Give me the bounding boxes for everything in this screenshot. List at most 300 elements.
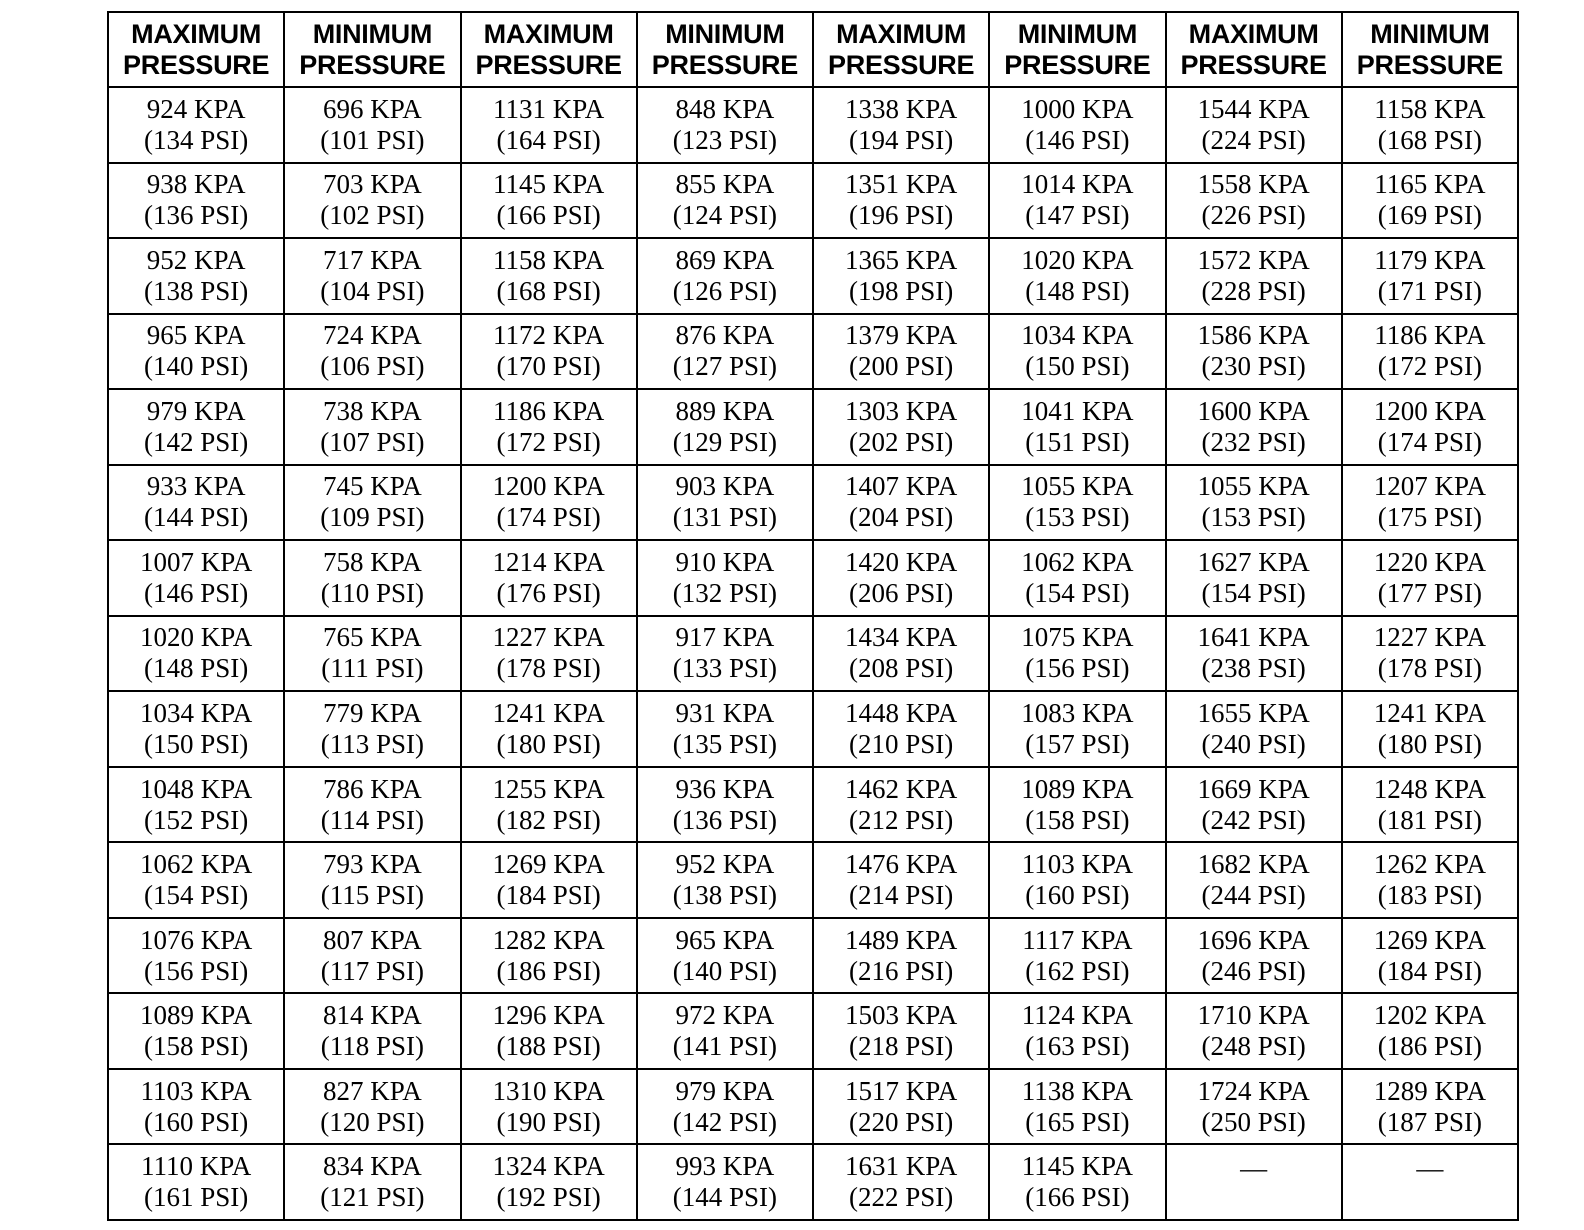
kpa-value: 1489 KPA xyxy=(844,924,958,955)
header-row xyxy=(108,12,1518,87)
psi-value: (164 PSI) xyxy=(496,124,601,155)
column-header-line: MAXIMUM xyxy=(1188,18,1319,49)
kpa-value: 1641 KPA xyxy=(1197,622,1310,653)
kpa-value: 1103 KPA xyxy=(1021,849,1134,880)
table-cell xyxy=(637,163,813,239)
kpa-value: 1007 KPA xyxy=(139,546,253,577)
table-cell xyxy=(108,540,284,616)
psi-value: (156 PSI) xyxy=(143,955,249,986)
psi-value: (148 PSI) xyxy=(143,653,249,684)
kpa-value: 1365 KPA xyxy=(844,244,958,275)
psi-value: (206 PSI) xyxy=(848,577,954,608)
table-row xyxy=(108,163,1518,239)
psi-value: (172 PSI) xyxy=(496,426,601,457)
table-row xyxy=(108,389,1518,465)
table-cell xyxy=(989,691,1165,767)
kpa-value: 1282 KPA xyxy=(492,924,605,955)
column-header-line: MINIMUM xyxy=(1017,18,1138,49)
kpa-value: 1117 KPA xyxy=(1022,924,1133,955)
kpa-value: 1202 KPA xyxy=(1373,1000,1487,1031)
psi-value: (170 PSI) xyxy=(496,351,601,382)
psi-value: (187 PSI) xyxy=(1377,1106,1482,1137)
kpa-value: 1248 KPA xyxy=(1373,773,1487,804)
psi-value: (204 PSI) xyxy=(848,502,954,533)
kpa-value: 1655 KPA xyxy=(1197,698,1310,729)
psi-value: (138 PSI) xyxy=(672,880,777,911)
table-cell xyxy=(461,993,637,1069)
table-cell xyxy=(1166,842,1342,918)
kpa-value: 1227 KPA xyxy=(492,622,605,653)
kpa-value: 1544 KPA xyxy=(1197,93,1310,124)
kpa-value: 1262 KPA xyxy=(1373,849,1487,880)
psi-value: (141 PSI) xyxy=(672,1031,777,1062)
psi-value: (240 PSI) xyxy=(1201,729,1306,760)
table-cell xyxy=(1166,238,1342,314)
table-cell xyxy=(989,767,1165,843)
table-body xyxy=(108,87,1518,1220)
kpa-value: 889 KPA xyxy=(675,395,775,426)
table-cell xyxy=(461,238,637,314)
table-cell xyxy=(108,1069,284,1145)
table-cell xyxy=(1166,314,1342,390)
table-cell xyxy=(813,691,989,767)
table-cell xyxy=(461,1144,637,1220)
table-cell xyxy=(989,465,1165,541)
table-cell xyxy=(108,993,284,1069)
psi-value: (180 PSI) xyxy=(496,729,601,760)
kpa-value: 1000 KPA xyxy=(1021,93,1134,124)
column-header-line: PRESSURE xyxy=(299,49,446,80)
table-cell xyxy=(989,918,1165,994)
table-cell xyxy=(461,1069,637,1145)
table-cell xyxy=(108,389,284,465)
psi-value: (175 PSI) xyxy=(1377,502,1482,533)
psi-value: (144 PSI) xyxy=(672,1182,777,1213)
kpa-value: 1476 KPA xyxy=(844,849,958,880)
column-header xyxy=(284,12,460,87)
table-cell xyxy=(1166,87,1342,163)
kpa-value: 965 KPA xyxy=(146,320,246,351)
table-cell xyxy=(813,767,989,843)
kpa-value: 1041 KPA xyxy=(1021,395,1134,426)
psi-value: (172 PSI) xyxy=(1377,351,1482,382)
table-cell xyxy=(461,314,637,390)
kpa-value: 786 KPA xyxy=(322,773,422,804)
psi-value: (162 PSI) xyxy=(1025,955,1130,986)
table-cell xyxy=(461,540,637,616)
table-cell xyxy=(1342,87,1518,163)
table-cell xyxy=(1342,993,1518,1069)
kpa-value: 1075 KPA xyxy=(1021,622,1134,653)
kpa-value: 1055 KPA xyxy=(1197,471,1310,502)
kpa-value: 1600 KPA xyxy=(1197,395,1310,426)
kpa-value: 793 KPA xyxy=(322,849,422,880)
kpa-value: 1055 KPA xyxy=(1021,471,1134,502)
column-header-line: MINIMUM xyxy=(665,18,785,49)
kpa-value: 738 KPA xyxy=(322,395,422,426)
kpa-value: 1558 KPA xyxy=(1197,169,1310,200)
psi-value: (232 PSI) xyxy=(1201,426,1306,457)
psi-value: (200 PSI) xyxy=(848,351,954,382)
psi-value: (171 PSI) xyxy=(1377,275,1482,306)
table-cell xyxy=(637,993,813,1069)
empty-cell-dash: — xyxy=(1240,1153,1268,1184)
psi-value: (214 PSI) xyxy=(848,880,954,911)
kpa-value: 1289 KPA xyxy=(1373,1075,1487,1106)
table-cell xyxy=(1342,540,1518,616)
table-cell xyxy=(108,314,284,390)
table-cell xyxy=(461,87,637,163)
table-cell xyxy=(989,842,1165,918)
table-cell xyxy=(989,616,1165,692)
psi-value: (151 PSI) xyxy=(1025,426,1130,457)
psi-value: (142 PSI) xyxy=(672,1106,777,1137)
psi-value: (190 PSI) xyxy=(496,1106,601,1137)
table-cell xyxy=(813,1069,989,1145)
kpa-value: 717 KPA xyxy=(322,244,422,275)
kpa-value: 1669 KPA xyxy=(1197,773,1310,804)
psi-value: (177 PSI) xyxy=(1377,577,1482,608)
column-header-line: MAXIMUM xyxy=(836,18,967,49)
table-cell xyxy=(461,918,637,994)
psi-value: (117 PSI) xyxy=(320,955,424,986)
psi-value: (134 PSI) xyxy=(143,124,249,155)
table-cell xyxy=(989,314,1165,390)
table-cell xyxy=(813,389,989,465)
psi-value: (196 PSI) xyxy=(848,200,954,231)
kpa-value: 1200 KPA xyxy=(492,471,605,502)
kpa-value: 1186 KPA xyxy=(1374,320,1486,351)
psi-value: (152 PSI) xyxy=(143,804,249,835)
column-header xyxy=(1166,12,1342,87)
kpa-value: 1407 KPA xyxy=(844,471,958,502)
kpa-value: 1303 KPA xyxy=(844,395,958,426)
table-cell xyxy=(1342,1144,1518,1220)
psi-value: (242 PSI) xyxy=(1201,804,1306,835)
kpa-value: 965 KPA xyxy=(675,924,775,955)
kpa-value: 1420 KPA xyxy=(844,546,958,577)
table-cell xyxy=(1166,465,1342,541)
psi-value: (154 PSI) xyxy=(1201,577,1306,608)
kpa-value: 1586 KPA xyxy=(1197,320,1310,351)
psi-value: (184 PSI) xyxy=(496,880,601,911)
psi-value: (166 PSI) xyxy=(1025,1182,1130,1213)
psi-value: (147 PSI) xyxy=(1025,200,1130,231)
table-cell xyxy=(1342,918,1518,994)
table-cell xyxy=(461,842,637,918)
table-cell xyxy=(284,918,460,994)
psi-value: (146 PSI) xyxy=(143,577,249,608)
kpa-value: 1020 KPA xyxy=(1021,244,1134,275)
table-cell xyxy=(461,163,637,239)
psi-value: (228 PSI) xyxy=(1201,275,1306,306)
psi-value: (135 PSI) xyxy=(672,729,777,760)
psi-value: (202 PSI) xyxy=(848,426,954,457)
column-header-line: PRESSURE xyxy=(475,49,622,80)
psi-value: (246 PSI) xyxy=(1201,955,1306,986)
table-cell xyxy=(284,389,460,465)
psi-value: (136 PSI) xyxy=(672,804,777,835)
kpa-value: 1627 KPA xyxy=(1197,546,1310,577)
kpa-value: 1207 KPA xyxy=(1373,471,1487,502)
table-cell xyxy=(1342,163,1518,239)
table-cell xyxy=(813,918,989,994)
psi-value: (127 PSI) xyxy=(672,351,777,382)
column-header-line: PRESSURE xyxy=(1356,49,1503,80)
psi-value: (140 PSI) xyxy=(143,351,249,382)
column-header-line: MINIMUM xyxy=(312,18,433,49)
table-cell xyxy=(637,238,813,314)
table-row xyxy=(108,1144,1518,1220)
table-cell xyxy=(284,465,460,541)
kpa-value: 1255 KPA xyxy=(492,773,605,804)
kpa-value: 696 KPA xyxy=(322,93,422,124)
kpa-value: 903 KPA xyxy=(675,471,775,502)
kpa-value: 1089 KPA xyxy=(139,1000,253,1031)
psi-value: (142 PSI) xyxy=(143,426,249,457)
psi-value: (124 PSI) xyxy=(672,200,777,231)
table-cell xyxy=(1342,767,1518,843)
table-cell xyxy=(989,1069,1165,1145)
kpa-value: 814 KPA xyxy=(322,1000,422,1031)
table-cell xyxy=(1342,691,1518,767)
table-cell xyxy=(637,691,813,767)
kpa-value: 1241 KPA xyxy=(492,698,605,729)
psi-value: (114 PSI) xyxy=(320,804,424,835)
psi-value: (244 PSI) xyxy=(1201,880,1306,911)
psi-value: (146 PSI) xyxy=(1025,124,1130,155)
kpa-value: 1338 KPA xyxy=(844,93,958,124)
kpa-value: 1682 KPA xyxy=(1197,849,1310,880)
kpa-value: 1227 KPA xyxy=(1373,622,1487,653)
psi-value: (198 PSI) xyxy=(848,275,954,306)
table-cell xyxy=(1166,540,1342,616)
psi-value: (192 PSI) xyxy=(496,1182,601,1213)
table-cell xyxy=(284,1144,460,1220)
table-row xyxy=(108,767,1518,843)
table-row xyxy=(108,238,1518,314)
table-cell xyxy=(637,314,813,390)
kpa-value: 1186 KPA xyxy=(492,395,605,426)
table-cell xyxy=(284,163,460,239)
table-row xyxy=(108,842,1518,918)
column-header-line: PRESSURE xyxy=(123,49,270,80)
table-cell xyxy=(813,1144,989,1220)
table-cell xyxy=(108,767,284,843)
table-row xyxy=(108,465,1518,541)
column-header-line: PRESSURE xyxy=(1180,49,1327,80)
kpa-value: 765 KPA xyxy=(322,622,422,653)
kpa-value: 807 KPA xyxy=(322,924,422,955)
table-cell xyxy=(284,767,460,843)
table-row xyxy=(108,691,1518,767)
psi-value: (133 PSI) xyxy=(672,653,777,684)
psi-value: (183 PSI) xyxy=(1377,880,1482,911)
psi-value: (131 PSI) xyxy=(672,502,777,533)
psi-value: (208 PSI) xyxy=(848,653,954,684)
table-row xyxy=(108,616,1518,692)
psi-value: (126 PSI) xyxy=(672,275,777,306)
table-cell xyxy=(108,691,284,767)
kpa-value: 1214 KPA xyxy=(492,546,605,577)
table-cell xyxy=(1166,389,1342,465)
table-row xyxy=(108,314,1518,390)
table-cell xyxy=(813,163,989,239)
psi-value: (238 PSI) xyxy=(1201,653,1306,684)
psi-value: (248 PSI) xyxy=(1201,1031,1306,1062)
psi-value: (226 PSI) xyxy=(1201,200,1306,231)
table-cell xyxy=(108,1144,284,1220)
psi-value: (150 PSI) xyxy=(1025,351,1130,382)
psi-value: (182 PSI) xyxy=(496,804,601,835)
table-cell xyxy=(284,993,460,1069)
kpa-value: 924 KPA xyxy=(146,93,246,124)
table-cell xyxy=(637,1069,813,1145)
table-row xyxy=(108,993,1518,1069)
kpa-value: 952 KPA xyxy=(146,244,246,275)
kpa-value: 827 KPA xyxy=(322,1075,422,1106)
kpa-value: 1269 KPA xyxy=(492,849,605,880)
kpa-value: 1145 KPA xyxy=(492,169,605,200)
kpa-value: 1034 KPA xyxy=(1021,320,1134,351)
table-cell xyxy=(813,842,989,918)
kpa-value: 1351 KPA xyxy=(844,169,958,200)
table-cell xyxy=(813,238,989,314)
psi-value: (106 PSI) xyxy=(320,351,425,382)
kpa-value: 1462 KPA xyxy=(844,773,958,804)
column-header xyxy=(461,12,637,87)
table-cell xyxy=(989,389,1165,465)
table-cell xyxy=(1342,616,1518,692)
psi-value: (220 PSI) xyxy=(848,1106,954,1137)
kpa-value: 1631 KPA xyxy=(844,1151,958,1182)
psi-value: (169 PSI) xyxy=(1377,200,1482,231)
psi-value: (113 PSI) xyxy=(320,729,424,760)
column-header-line: MINIMUM xyxy=(1370,18,1490,49)
table-cell xyxy=(813,314,989,390)
kpa-value: 1241 KPA xyxy=(1373,698,1487,729)
psi-value: (230 PSI) xyxy=(1201,351,1306,382)
table-cell xyxy=(108,163,284,239)
table-cell xyxy=(813,87,989,163)
table-cell xyxy=(637,918,813,994)
psi-value: (111 PSI) xyxy=(321,653,424,684)
psi-value: (210 PSI) xyxy=(848,729,954,760)
column-header-line: PRESSURE xyxy=(1004,49,1151,80)
psi-value: (156 PSI) xyxy=(1025,653,1130,684)
kpa-value: 1517 KPA xyxy=(844,1075,958,1106)
kpa-value: 848 KPA xyxy=(675,93,775,124)
psi-value: (115 PSI) xyxy=(320,880,424,911)
kpa-value: 1131 KPA xyxy=(492,93,605,124)
table-cell xyxy=(637,540,813,616)
psi-value: (107 PSI) xyxy=(320,426,425,457)
table-cell xyxy=(108,87,284,163)
table-cell xyxy=(989,1144,1165,1220)
table-cell xyxy=(637,389,813,465)
psi-value: (123 PSI) xyxy=(672,124,777,155)
table-cell xyxy=(637,616,813,692)
table-cell xyxy=(637,842,813,918)
psi-value: (163 PSI) xyxy=(1025,1031,1130,1062)
table-cell xyxy=(284,314,460,390)
kpa-value: 1434 KPA xyxy=(844,622,958,653)
psi-value: (154 PSI) xyxy=(143,880,249,911)
psi-value: (101 PSI) xyxy=(320,124,425,155)
psi-value: (181 PSI) xyxy=(1377,804,1482,835)
empty-cell-dash: — xyxy=(1416,1153,1444,1184)
kpa-value: 1076 KPA xyxy=(139,924,253,955)
table-cell xyxy=(813,540,989,616)
table-cell xyxy=(637,1144,813,1220)
kpa-value: 1165 KPA xyxy=(1374,169,1486,200)
psi-value: (158 PSI) xyxy=(1025,804,1130,835)
psi-value: (180 PSI) xyxy=(1377,729,1482,760)
psi-value: (120 PSI) xyxy=(320,1106,425,1137)
column-header-line: PRESSURE xyxy=(828,49,975,80)
kpa-value: 1724 KPA xyxy=(1197,1075,1310,1106)
psi-value: (168 PSI) xyxy=(496,275,601,306)
kpa-value: 758 KPA xyxy=(322,546,422,577)
column-header xyxy=(1342,12,1518,87)
kpa-value: 876 KPA xyxy=(675,320,775,351)
kpa-value: 1179 KPA xyxy=(1374,244,1486,275)
table-cell xyxy=(989,87,1165,163)
psi-value: (138 PSI) xyxy=(143,275,249,306)
kpa-value: 952 KPA xyxy=(675,849,775,880)
table-cell xyxy=(989,993,1165,1069)
table-cell xyxy=(108,465,284,541)
kpa-value: 1158 KPA xyxy=(1374,93,1486,124)
column-header xyxy=(813,12,989,87)
kpa-value: 993 KPA xyxy=(675,1151,775,1182)
psi-value: (109 PSI) xyxy=(320,502,425,533)
psi-value: (212 PSI) xyxy=(848,804,954,835)
psi-value: (250 PSI) xyxy=(1201,1106,1306,1137)
table-cell xyxy=(1166,616,1342,692)
kpa-value: 1710 KPA xyxy=(1197,1000,1310,1031)
kpa-value: 834 KPA xyxy=(322,1151,422,1182)
kpa-value: 779 KPA xyxy=(322,698,422,729)
kpa-value: 1048 KPA xyxy=(139,773,253,804)
psi-value: (148 PSI) xyxy=(1025,275,1130,306)
psi-value: (153 PSI) xyxy=(1025,502,1130,533)
table-header xyxy=(108,12,1518,87)
table-cell xyxy=(461,767,637,843)
table-row xyxy=(108,918,1518,994)
psi-value: (166 PSI) xyxy=(496,200,601,231)
psi-value: (222 PSI) xyxy=(848,1182,954,1213)
psi-value: (157 PSI) xyxy=(1025,729,1130,760)
kpa-value: 1269 KPA xyxy=(1373,924,1487,955)
kpa-value: 910 KPA xyxy=(675,546,775,577)
table-cell xyxy=(284,540,460,616)
kpa-value: 1014 KPA xyxy=(1021,169,1134,200)
kpa-value: 1448 KPA xyxy=(844,698,958,729)
psi-value: (161 PSI) xyxy=(143,1182,249,1213)
column-header xyxy=(989,12,1165,87)
table-cell xyxy=(1342,1069,1518,1145)
psi-value: (153 PSI) xyxy=(1201,502,1306,533)
table-cell xyxy=(1166,1069,1342,1145)
table-cell xyxy=(989,540,1165,616)
table-row xyxy=(108,1069,1518,1145)
psi-value: (168 PSI) xyxy=(1377,124,1482,155)
kpa-value: 1158 KPA xyxy=(492,244,605,275)
psi-value: (158 PSI) xyxy=(143,1031,249,1062)
kpa-value: 917 KPA xyxy=(675,622,775,653)
psi-value: (160 PSI) xyxy=(143,1106,249,1137)
